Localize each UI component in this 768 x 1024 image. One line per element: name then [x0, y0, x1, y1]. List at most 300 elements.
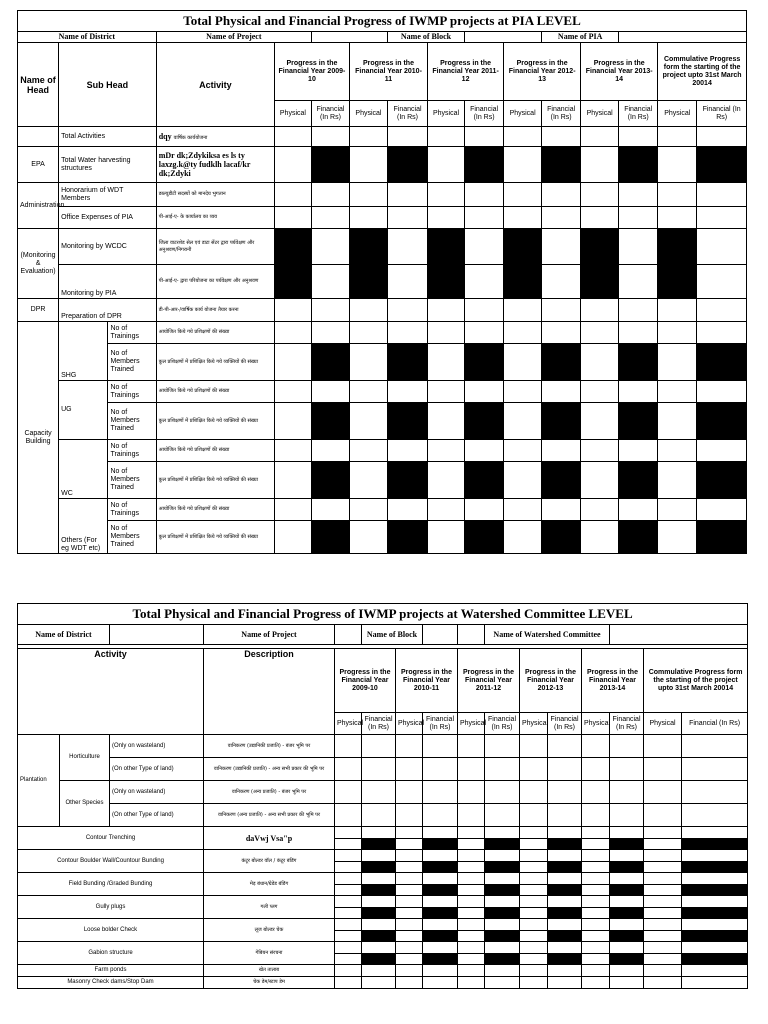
- data-cell[interactable]: [335, 850, 362, 862]
- data-cell[interactable]: [423, 919, 458, 931]
- data-cell[interactable]: [520, 804, 548, 827]
- data-cell[interactable]: [610, 827, 644, 839]
- data-cell[interactable]: [485, 873, 520, 885]
- data-cell[interactable]: [396, 965, 423, 977]
- data-cell[interactable]: [311, 183, 349, 207]
- data-cell[interactable]: [644, 873, 682, 885]
- data-cell[interactable]: [458, 942, 485, 954]
- data-cell[interactable]: [349, 344, 387, 381]
- data-cell[interactable]: [658, 147, 697, 183]
- data-cell[interactable]: [274, 521, 311, 554]
- data-cell[interactable]: [504, 183, 542, 207]
- data-cell[interactable]: [485, 850, 520, 862]
- data-cell[interactable]: [423, 758, 458, 781]
- data-cell[interactable]: [311, 299, 349, 322]
- data-cell[interactable]: [644, 735, 682, 758]
- data-cell[interactable]: [504, 322, 542, 344]
- data-cell[interactable]: [682, 758, 748, 781]
- pia-value[interactable]: [619, 32, 747, 43]
- data-cell[interactable]: [697, 229, 747, 265]
- data-cell[interactable]: [520, 954, 548, 965]
- data-cell[interactable]: [582, 827, 610, 839]
- data-cell[interactable]: [548, 919, 582, 931]
- data-cell[interactable]: [387, 265, 427, 299]
- data-cell[interactable]: [658, 299, 697, 322]
- data-cell[interactable]: [582, 896, 610, 908]
- data-cell[interactable]: [548, 873, 582, 885]
- data-cell[interactable]: [485, 896, 520, 908]
- data-cell[interactable]: [423, 873, 458, 885]
- data-cell[interactable]: [335, 931, 362, 942]
- data-cell[interactable]: [581, 299, 619, 322]
- data-cell[interactable]: [644, 919, 682, 931]
- data-cell[interactable]: [458, 839, 485, 850]
- data-cell[interactable]: [428, 322, 465, 344]
- data-cell[interactable]: [274, 381, 311, 403]
- data-cell[interactable]: [428, 521, 465, 554]
- data-cell[interactable]: [396, 942, 423, 954]
- data-cell[interactable]: [581, 207, 619, 229]
- data-cell[interactable]: [542, 322, 581, 344]
- data-cell[interactable]: [582, 862, 610, 873]
- data-cell[interactable]: [520, 896, 548, 908]
- data-cell[interactable]: [465, 499, 504, 521]
- data-cell[interactable]: [520, 839, 548, 850]
- data-cell[interactable]: [697, 322, 747, 344]
- data-cell[interactable]: [504, 344, 542, 381]
- data-cell[interactable]: [520, 965, 548, 977]
- data-cell[interactable]: [658, 403, 697, 440]
- data-cell[interactable]: [548, 850, 582, 862]
- data-cell[interactable]: [619, 127, 658, 147]
- data-cell[interactable]: [697, 299, 747, 322]
- data-cell[interactable]: [335, 908, 362, 919]
- data-cell[interactable]: [658, 207, 697, 229]
- data-cell[interactable]: [542, 381, 581, 403]
- data-cell[interactable]: [520, 873, 548, 885]
- data-cell[interactable]: [423, 942, 458, 954]
- data-cell[interactable]: [697, 265, 747, 299]
- data-cell[interactable]: [682, 781, 748, 804]
- data-cell[interactable]: [311, 440, 349, 462]
- data-cell[interactable]: [548, 758, 582, 781]
- data-cell[interactable]: [274, 322, 311, 344]
- data-cell[interactable]: [387, 229, 427, 265]
- data-cell[interactable]: [542, 299, 581, 322]
- data-cell[interactable]: [274, 299, 311, 322]
- data-cell[interactable]: [274, 462, 311, 499]
- data-cell[interactable]: [658, 344, 697, 381]
- data-cell[interactable]: [458, 862, 485, 873]
- data-cell[interactable]: [362, 965, 396, 977]
- data-cell[interactable]: [458, 850, 485, 862]
- data-cell[interactable]: [349, 207, 387, 229]
- data-cell[interactable]: [423, 850, 458, 862]
- data-cell[interactable]: [485, 781, 520, 804]
- data-cell[interactable]: [658, 499, 697, 521]
- data-cell[interactable]: [362, 942, 396, 954]
- data-cell[interactable]: [362, 758, 396, 781]
- data-cell[interactable]: [610, 977, 644, 989]
- data-cell[interactable]: [362, 873, 396, 885]
- data-cell[interactable]: [274, 127, 311, 147]
- data-cell[interactable]: [396, 735, 423, 758]
- data-cell[interactable]: [458, 885, 485, 896]
- data-cell[interactable]: [542, 127, 581, 147]
- data-cell[interactable]: [697, 440, 747, 462]
- data-cell[interactable]: [428, 127, 465, 147]
- data-cell[interactable]: [520, 862, 548, 873]
- data-cell[interactable]: [362, 919, 396, 931]
- data-cell[interactable]: [387, 207, 427, 229]
- data-cell[interactable]: [520, 931, 548, 942]
- data-cell[interactable]: [362, 850, 396, 862]
- wc-project-value[interactable]: [335, 625, 362, 645]
- data-cell[interactable]: [458, 977, 485, 989]
- data-cell[interactable]: [423, 965, 458, 977]
- data-cell[interactable]: [396, 931, 423, 942]
- data-cell[interactable]: [311, 127, 349, 147]
- data-cell[interactable]: [335, 942, 362, 954]
- data-cell[interactable]: [504, 403, 542, 440]
- data-cell[interactable]: [581, 127, 619, 147]
- data-cell[interactable]: [548, 896, 582, 908]
- data-cell[interactable]: [682, 977, 748, 989]
- data-cell[interactable]: [682, 735, 748, 758]
- data-cell[interactable]: [458, 965, 485, 977]
- data-cell[interactable]: [465, 299, 504, 322]
- data-cell[interactable]: [485, 827, 520, 839]
- data-cell[interactable]: [458, 758, 485, 781]
- data-cell[interactable]: [619, 381, 658, 403]
- data-cell[interactable]: [548, 965, 582, 977]
- data-cell[interactable]: [485, 942, 520, 954]
- data-cell[interactable]: [458, 804, 485, 827]
- data-cell[interactable]: [335, 804, 362, 827]
- data-cell[interactable]: [548, 827, 582, 839]
- data-cell[interactable]: [644, 965, 682, 977]
- data-cell[interactable]: [274, 183, 311, 207]
- data-cell[interactable]: [396, 977, 423, 989]
- data-cell[interactable]: [396, 954, 423, 965]
- data-cell[interactable]: [682, 919, 748, 931]
- data-cell[interactable]: [504, 381, 542, 403]
- data-cell[interactable]: [274, 403, 311, 440]
- data-cell[interactable]: [423, 735, 458, 758]
- data-cell[interactable]: [396, 781, 423, 804]
- wc-block-value[interactable]: [423, 625, 458, 645]
- data-cell[interactable]: [428, 403, 465, 440]
- data-cell[interactable]: [504, 521, 542, 554]
- data-cell[interactable]: [335, 885, 362, 896]
- data-cell[interactable]: [335, 862, 362, 873]
- data-cell[interactable]: [428, 344, 465, 381]
- data-cell[interactable]: [335, 735, 362, 758]
- data-cell[interactable]: [428, 299, 465, 322]
- data-cell[interactable]: [581, 521, 619, 554]
- data-cell[interactable]: [520, 781, 548, 804]
- data-cell[interactable]: [387, 322, 427, 344]
- data-cell[interactable]: [428, 381, 465, 403]
- data-cell[interactable]: [610, 896, 644, 908]
- data-cell[interactable]: [610, 965, 644, 977]
- data-cell[interactable]: [362, 804, 396, 827]
- data-cell[interactable]: [335, 873, 362, 885]
- data-cell[interactable]: [610, 804, 644, 827]
- data-cell[interactable]: [387, 440, 427, 462]
- data-cell[interactable]: [582, 954, 610, 965]
- data-cell[interactable]: [682, 942, 748, 954]
- wc-committee-value[interactable]: [610, 625, 748, 645]
- data-cell[interactable]: [335, 896, 362, 908]
- data-cell[interactable]: [582, 931, 610, 942]
- data-cell[interactable]: [396, 850, 423, 862]
- data-cell[interactable]: [619, 207, 658, 229]
- data-cell[interactable]: [362, 896, 396, 908]
- data-cell[interactable]: [349, 127, 387, 147]
- data-cell[interactable]: [485, 977, 520, 989]
- data-cell[interactable]: [349, 322, 387, 344]
- data-cell[interactable]: [362, 827, 396, 839]
- data-cell[interactable]: [582, 977, 610, 989]
- data-cell[interactable]: [542, 183, 581, 207]
- data-cell[interactable]: [396, 804, 423, 827]
- data-cell[interactable]: [581, 440, 619, 462]
- data-cell[interactable]: [428, 207, 465, 229]
- data-cell[interactable]: [349, 462, 387, 499]
- data-cell[interactable]: [581, 462, 619, 499]
- data-cell[interactable]: [274, 440, 311, 462]
- data-cell[interactable]: [465, 127, 504, 147]
- data-cell[interactable]: [349, 183, 387, 207]
- data-cell[interactable]: [582, 839, 610, 850]
- data-cell[interactable]: [682, 827, 748, 839]
- data-cell[interactable]: [349, 381, 387, 403]
- data-cell[interactable]: [644, 954, 682, 965]
- data-cell[interactable]: [581, 499, 619, 521]
- data-cell[interactable]: [548, 942, 582, 954]
- data-cell[interactable]: [504, 462, 542, 499]
- data-cell[interactable]: [582, 804, 610, 827]
- data-cell[interactable]: [581, 183, 619, 207]
- data-cell[interactable]: [520, 827, 548, 839]
- data-cell[interactable]: [697, 381, 747, 403]
- data-cell[interactable]: [349, 499, 387, 521]
- data-cell[interactable]: [349, 147, 387, 183]
- data-cell[interactable]: [396, 896, 423, 908]
- data-cell[interactable]: [311, 229, 349, 265]
- data-cell[interactable]: [644, 931, 682, 942]
- data-cell[interactable]: [520, 758, 548, 781]
- data-cell[interactable]: [542, 229, 581, 265]
- data-cell[interactable]: [619, 499, 658, 521]
- data-cell[interactable]: [697, 499, 747, 521]
- data-cell[interactable]: [349, 521, 387, 554]
- data-cell[interactable]: [644, 781, 682, 804]
- data-cell[interactable]: [485, 758, 520, 781]
- data-cell[interactable]: [697, 183, 747, 207]
- data-cell[interactable]: [335, 977, 362, 989]
- data-cell[interactable]: [485, 735, 520, 758]
- data-cell[interactable]: [658, 521, 697, 554]
- data-cell[interactable]: [428, 440, 465, 462]
- data-cell[interactable]: [396, 919, 423, 931]
- data-cell[interactable]: [610, 758, 644, 781]
- data-cell[interactable]: [335, 965, 362, 977]
- data-cell[interactable]: [504, 207, 542, 229]
- data-cell[interactable]: [658, 183, 697, 207]
- data-cell[interactable]: [644, 885, 682, 896]
- data-cell[interactable]: [485, 804, 520, 827]
- data-cell[interactable]: [458, 896, 485, 908]
- data-cell[interactable]: [465, 183, 504, 207]
- data-cell[interactable]: [311, 381, 349, 403]
- data-cell[interactable]: [504, 440, 542, 462]
- data-cell[interactable]: [423, 827, 458, 839]
- data-cell[interactable]: [697, 207, 747, 229]
- data-cell[interactable]: [520, 850, 548, 862]
- data-cell[interactable]: [644, 850, 682, 862]
- data-cell[interactable]: [658, 127, 697, 147]
- data-cell[interactable]: [682, 804, 748, 827]
- data-cell[interactable]: [610, 919, 644, 931]
- data-cell[interactable]: [458, 954, 485, 965]
- data-cell[interactable]: [396, 873, 423, 885]
- data-cell[interactable]: [387, 127, 427, 147]
- data-cell[interactable]: [644, 827, 682, 839]
- data-cell[interactable]: [542, 207, 581, 229]
- data-cell[interactable]: [697, 127, 747, 147]
- data-cell[interactable]: [582, 735, 610, 758]
- data-cell[interactable]: [581, 322, 619, 344]
- data-cell[interactable]: [335, 919, 362, 931]
- data-cell[interactable]: [548, 735, 582, 758]
- data-cell[interactable]: [520, 919, 548, 931]
- data-cell[interactable]: [396, 908, 423, 919]
- data-cell[interactable]: [311, 265, 349, 299]
- data-cell[interactable]: [644, 804, 682, 827]
- data-cell[interactable]: [387, 381, 427, 403]
- data-cell[interactable]: [465, 229, 504, 265]
- data-cell[interactable]: [465, 381, 504, 403]
- data-cell[interactable]: [428, 147, 465, 183]
- data-cell[interactable]: [520, 908, 548, 919]
- data-cell[interactable]: [396, 862, 423, 873]
- data-cell[interactable]: [504, 499, 542, 521]
- data-cell[interactable]: [582, 850, 610, 862]
- data-cell[interactable]: [311, 322, 349, 344]
- data-cell[interactable]: [504, 147, 542, 183]
- data-cell[interactable]: [658, 322, 697, 344]
- data-cell[interactable]: [548, 781, 582, 804]
- data-cell[interactable]: [520, 977, 548, 989]
- data-cell[interactable]: [582, 965, 610, 977]
- data-cell[interactable]: [504, 127, 542, 147]
- data-cell[interactable]: [362, 735, 396, 758]
- data-cell[interactable]: [458, 781, 485, 804]
- block-value[interactable]: [465, 32, 542, 43]
- data-cell[interactable]: [485, 919, 520, 931]
- data-cell[interactable]: [362, 977, 396, 989]
- data-cell[interactable]: [682, 850, 748, 862]
- data-cell[interactable]: [274, 147, 311, 183]
- data-cell[interactable]: [610, 735, 644, 758]
- data-cell[interactable]: [458, 873, 485, 885]
- data-cell[interactable]: [465, 207, 504, 229]
- data-cell[interactable]: [396, 839, 423, 850]
- data-cell[interactable]: [548, 977, 582, 989]
- data-cell[interactable]: [658, 381, 697, 403]
- data-cell[interactable]: [581, 403, 619, 440]
- data-cell[interactable]: [582, 908, 610, 919]
- data-cell[interactable]: [274, 344, 311, 381]
- data-cell[interactable]: [619, 299, 658, 322]
- data-cell[interactable]: [335, 758, 362, 781]
- data-cell[interactable]: [335, 781, 362, 804]
- data-cell[interactable]: [520, 885, 548, 896]
- data-cell[interactable]: [311, 499, 349, 521]
- data-cell[interactable]: [644, 896, 682, 908]
- data-cell[interactable]: [542, 499, 581, 521]
- data-cell[interactable]: [428, 462, 465, 499]
- data-cell[interactable]: [644, 758, 682, 781]
- data-cell[interactable]: [619, 229, 658, 265]
- data-cell[interactable]: [644, 942, 682, 954]
- data-cell[interactable]: [362, 781, 396, 804]
- data-cell[interactable]: [520, 735, 548, 758]
- data-cell[interactable]: [582, 758, 610, 781]
- data-cell[interactable]: [582, 942, 610, 954]
- data-cell[interactable]: [349, 440, 387, 462]
- data-cell[interactable]: [619, 322, 658, 344]
- data-cell[interactable]: [458, 931, 485, 942]
- data-cell[interactable]: [582, 781, 610, 804]
- data-cell[interactable]: [335, 827, 362, 839]
- data-cell[interactable]: [423, 781, 458, 804]
- data-cell[interactable]: [644, 839, 682, 850]
- data-cell[interactable]: [581, 381, 619, 403]
- data-cell[interactable]: [504, 299, 542, 322]
- data-cell[interactable]: [610, 942, 644, 954]
- data-cell[interactable]: [396, 885, 423, 896]
- data-cell[interactable]: [610, 850, 644, 862]
- data-cell[interactable]: [274, 499, 311, 521]
- data-cell[interactable]: [423, 804, 458, 827]
- data-cell[interactable]: [423, 977, 458, 989]
- data-cell[interactable]: [582, 919, 610, 931]
- data-cell[interactable]: [644, 862, 682, 873]
- data-cell[interactable]: [581, 344, 619, 381]
- data-cell[interactable]: [423, 896, 458, 908]
- data-cell[interactable]: [387, 499, 427, 521]
- data-cell[interactable]: [335, 954, 362, 965]
- data-cell[interactable]: [610, 781, 644, 804]
- data-cell[interactable]: [619, 440, 658, 462]
- data-cell[interactable]: [396, 758, 423, 781]
- data-cell[interactable]: [458, 735, 485, 758]
- data-cell[interactable]: [658, 462, 697, 499]
- data-cell[interactable]: [458, 908, 485, 919]
- data-cell[interactable]: [335, 839, 362, 850]
- data-cell[interactable]: [658, 440, 697, 462]
- data-cell[interactable]: [458, 827, 485, 839]
- data-cell[interactable]: [520, 942, 548, 954]
- data-cell[interactable]: [619, 183, 658, 207]
- data-cell[interactable]: [610, 873, 644, 885]
- data-cell[interactable]: [581, 147, 619, 183]
- data-cell[interactable]: [582, 885, 610, 896]
- data-cell[interactable]: [465, 322, 504, 344]
